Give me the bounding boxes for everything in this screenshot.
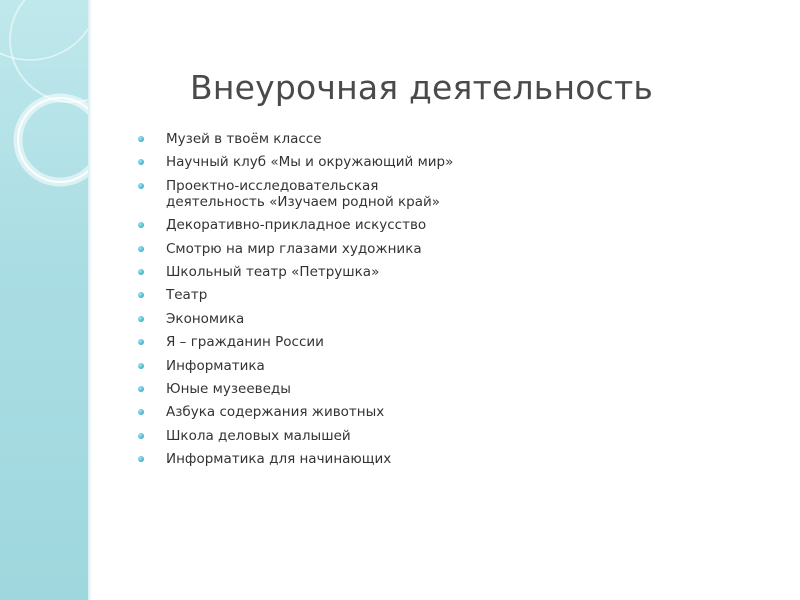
- side-panel-edge: [88, 0, 92, 600]
- bullet-icon: [138, 363, 144, 369]
- list-item: [138, 451, 468, 467]
- list-item-text: Театр: [166, 287, 208, 304]
- list-item-text: Юные музееведы: [166, 380, 291, 397]
- list-item-text: Декоративно-прикладное искусство: [166, 217, 427, 234]
- bullet-icon: [138, 222, 144, 228]
- list-item: [138, 381, 468, 397]
- bullet-icon: [138, 433, 144, 439]
- list-item-text: Информатика для начинающих: [166, 451, 392, 468]
- list-item: [138, 178, 468, 210]
- list-item: [138, 154, 468, 170]
- list-item-text: Экономика: [166, 310, 245, 327]
- list-item-text: Смотрю на мир глазами художника: [166, 240, 422, 257]
- list-item-text: Азбука содержания животных: [166, 404, 385, 421]
- list-item-text: Я – гражданин России: [166, 334, 324, 351]
- bullet-icon: [138, 386, 144, 392]
- list-item: [138, 428, 468, 444]
- bullet-icon: [138, 269, 144, 275]
- list-item: [138, 217, 468, 233]
- list-item-text: Информатика: [166, 357, 265, 374]
- list-item: [138, 264, 468, 280]
- list-item: [138, 287, 468, 303]
- list-item: [138, 311, 468, 327]
- activity-list: [138, 131, 468, 474]
- list-item: [138, 131, 468, 147]
- bullet-icon: [138, 159, 144, 165]
- list-item-text: Школа деловых малышей: [166, 427, 351, 444]
- list-item-text: Научный клуб «Мы и окружающий мир»: [166, 154, 454, 171]
- list-item-text: Музей в твоём классе: [166, 131, 322, 147]
- list-item: [138, 404, 468, 420]
- bullet-icon: [138, 409, 144, 415]
- bullet-icon: [138, 136, 144, 142]
- bullet-icon: [138, 246, 144, 252]
- bullet-icon: [138, 316, 144, 322]
- bullet-icon: [138, 339, 144, 345]
- list-item: [138, 334, 468, 350]
- bullet-icon: [138, 183, 144, 189]
- bullet-icon: [138, 456, 144, 462]
- side-decoration-panel: [0, 0, 88, 600]
- decorative-circles-icon: [0, 0, 88, 600]
- slide-title: Внеурочная деятельность: [190, 68, 654, 107]
- list-item: [138, 241, 468, 257]
- bullet-icon: [138, 292, 144, 298]
- list-item-text: Школьный театр «Петрушка»: [166, 263, 380, 280]
- list-item: [138, 358, 468, 374]
- list-item-text: Проектно-исследовательская деятельность «Изучаем родной край»: [166, 177, 441, 210]
